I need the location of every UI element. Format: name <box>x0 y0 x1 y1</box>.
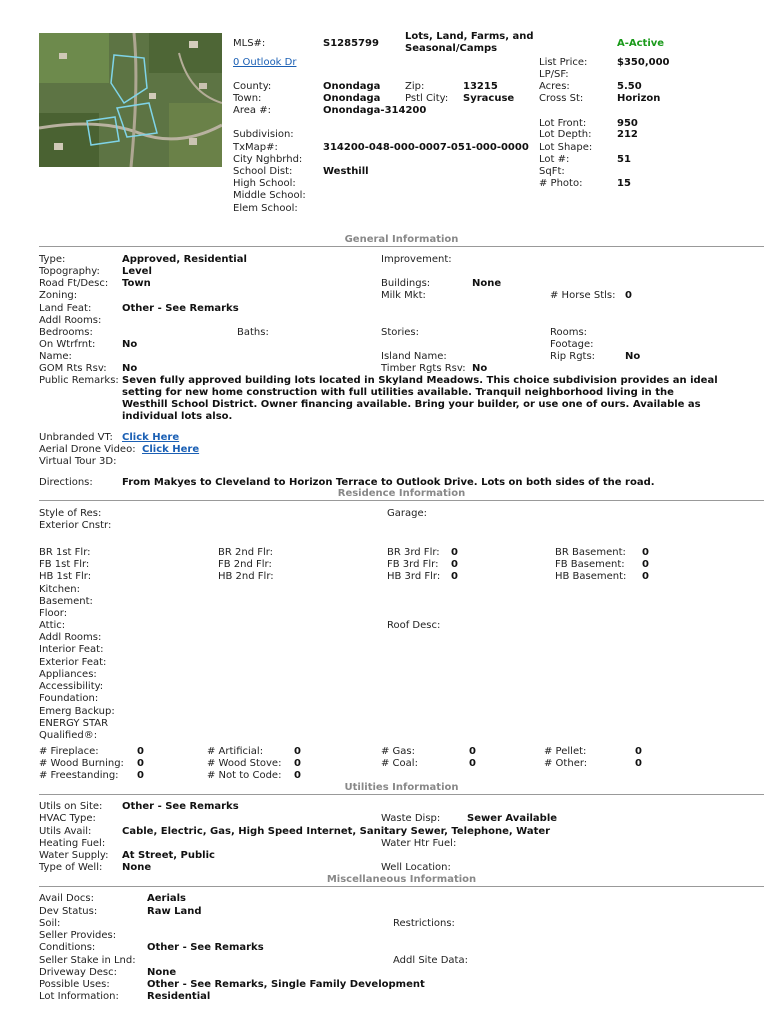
misc-info-header: Miscellaneous Information <box>39 874 764 887</box>
lot-num-label: Lot #: <box>539 154 570 165</box>
well-location-label: Well Location: <box>381 862 451 873</box>
soil-label: Soil: <box>39 918 61 929</box>
possible-uses-label: Possible Uses: <box>39 979 110 990</box>
other: 0 <box>635 758 642 769</box>
lot-information: Residential <box>147 991 211 1002</box>
br-basement-label: BR Basement: <box>555 547 626 558</box>
zip: 13215 <box>463 81 498 92</box>
high-school-label: High School: <box>233 178 296 189</box>
wood-stove-label: # Wood Stove: <box>207 758 282 769</box>
status-badge: A-Active <box>617 38 665 49</box>
coal: 0 <box>469 758 476 769</box>
area: Onondaga-314200 <box>323 105 427 116</box>
not-to-code-label: # Not to Code: <box>207 770 282 781</box>
kitchen-label: Kitchen: <box>39 584 80 595</box>
city-nghbrhd-label: City Nghbrhd: <box>233 154 303 165</box>
directions: From Makyes to Cleveland to Horizon Terrace to Outlook Drive. Lots on both sides of the road. <box>122 477 655 488</box>
timber-label: Timber Rgts Rsv: <box>381 363 466 374</box>
elem-school-label: Elem School: <box>233 203 298 214</box>
floor-label: Floor: <box>39 608 68 619</box>
buildings-label: Buildings: <box>381 278 431 289</box>
county: Onondaga <box>323 81 381 92</box>
interior-feat-label: Interior Feat: <box>39 644 104 655</box>
hb-1st-label: HB 1st Flr: <box>39 571 92 582</box>
fireplace-label: # Fireplace: <box>39 746 99 757</box>
lot-information-label: Lot Information: <box>39 991 119 1002</box>
fireplace: 0 <box>137 746 144 757</box>
subdivision-label: Subdivision: <box>233 129 294 140</box>
land-feat-label: Land Feat: <box>39 303 92 314</box>
lot-front: 950 <box>617 118 638 129</box>
address-link[interactable]: 0 Outlook Dr <box>233 57 297 68</box>
gas-label: # Gas: <box>381 746 416 757</box>
hb-basement: 0 <box>642 571 649 582</box>
driveway: None <box>147 967 177 978</box>
artificial-label: # Artificial: <box>207 746 264 757</box>
attic-label: Attic: <box>39 620 66 631</box>
listing-category: Lots, Land, Farms, and Seasonal/Camps <box>405 31 534 54</box>
list-price: $350,000 <box>617 57 670 68</box>
fb-2nd-label: FB 2nd Flr: <box>218 559 272 570</box>
town: Onondaga <box>323 93 381 104</box>
aerial-image <box>39 33 222 167</box>
basement-label: Basement: <box>39 596 93 607</box>
utils-on-site: Other - See Remarks <box>122 801 239 812</box>
energy-star-label: ENERGY STAR <box>39 718 109 729</box>
area-label: Area #: <box>233 105 271 116</box>
unbranded-vt-label: Unbranded VT: <box>39 432 113 443</box>
gom-label: GOM Rts Rsv: <box>39 363 107 374</box>
addl-rooms-res-label: Addl Rooms: <box>39 632 102 643</box>
gas: 0 <box>469 746 476 757</box>
road: Town <box>122 278 151 289</box>
wood-stove: 0 <box>294 758 301 769</box>
restrictions-label: Restrictions: <box>393 918 455 929</box>
remarks-label: Public Remarks: <box>39 375 119 386</box>
type-label: Type: <box>39 254 66 265</box>
dev-status-label: Dev Status: <box>39 906 98 917</box>
style-label: Style of Res: <box>39 508 102 519</box>
lot-shape-label: Lot Shape: <box>539 142 593 153</box>
avail-docs-label: Avail Docs: <box>39 893 94 904</box>
conditions: Other - See Remarks <box>147 942 264 953</box>
bedrooms-label: Bedrooms: <box>39 327 93 338</box>
fb-3rd-label: FB 3rd Flr: <box>387 559 439 570</box>
br-basement: 0 <box>642 547 649 558</box>
footage-label: Footage: <box>550 339 594 350</box>
town-label: Town: <box>233 93 262 104</box>
horse: 0 <box>625 290 632 301</box>
hvac-label: HVAC Type: <box>39 813 96 824</box>
zoning-label: Zoning: <box>39 290 78 301</box>
br-3rd-label: BR 3rd Flr: <box>387 547 440 558</box>
utils-on-site-label: Utils on Site: <box>39 801 103 812</box>
foundation-label: Foundation: <box>39 693 99 704</box>
water-htr-fuel-label: Water Htr Fuel: <box>381 838 457 849</box>
not-to-code: 0 <box>294 770 301 781</box>
emerg-backup-label: Emerg Backup: <box>39 706 115 717</box>
qualified-label: Qualified®: <box>39 730 98 741</box>
county-label: County: <box>233 81 272 92</box>
type-of-well-label: Type of Well: <box>39 862 103 873</box>
directions-label: Directions: <box>39 477 93 488</box>
lot-front-label: Lot Front: <box>539 118 587 129</box>
lp-sf-label: LP/SF: <box>539 69 569 80</box>
hb-3rd-label: HB 3rd Flr: <box>387 571 441 582</box>
addl-site-data-label: Addl Site Data: <box>393 955 468 966</box>
wood-burning-label: # Wood Burning: <box>39 758 124 769</box>
on-wtrfrnt-label: On Wtrfrnt: <box>39 339 96 350</box>
mls-label: MLS#: <box>233 38 266 49</box>
property-aerial-photo[interactable] <box>39 33 222 167</box>
pellet: 0 <box>635 746 642 757</box>
br-2nd-label: BR 2nd Flr: <box>218 547 274 558</box>
name-label: Name: <box>39 351 72 362</box>
rooms-label: Rooms: <box>550 327 588 338</box>
txmap: 314200-048-000-0007-051-000-0000 <box>323 142 529 153</box>
utils-avail-label: Utils Avail: <box>39 826 92 837</box>
virtual-tour-3d-label: Virtual Tour 3D: <box>39 456 117 467</box>
other-label: # Other: <box>544 758 588 769</box>
garage-label: Garage: <box>387 508 427 519</box>
stories-label: Stories: <box>381 327 420 338</box>
baths-label: Baths: <box>237 327 269 338</box>
utils-avail: Cable, Electric, Gas, High Speed Internet, Sanitary Sewer, Telephone, Water <box>122 826 551 837</box>
photo-count: 15 <box>617 178 631 189</box>
exterior-cnstr-label: Exterior Cnstr: <box>39 520 112 531</box>
freestanding-label: # Freestanding: <box>39 770 119 781</box>
roof-desc-label: Roof Desc: <box>387 620 441 631</box>
artificial: 0 <box>294 746 301 757</box>
land-feat: Other - See Remarks <box>122 303 239 314</box>
mls-number: S1285799 <box>323 38 379 49</box>
hb-2nd-label: HB 2nd Flr: <box>218 571 274 582</box>
fb-basement-label: FB Basement: <box>555 559 625 570</box>
seller-stake-label: Seller Stake in Lnd: <box>39 955 136 966</box>
gom: No <box>122 363 138 374</box>
rip-label: Rip Rgts: <box>550 351 596 362</box>
fb-3rd: 0 <box>451 559 458 570</box>
br-3rd: 0 <box>451 547 458 558</box>
br-1st-label: BR 1st Flr: <box>39 547 91 558</box>
exterior-feat-label: Exterior Feat: <box>39 657 107 668</box>
cross-st-label: Cross St: <box>539 93 584 104</box>
txmap-label: TxMap#: <box>233 142 278 153</box>
photo-count-label: # Photo: <box>539 178 583 189</box>
school-dist: Westhill <box>323 166 369 177</box>
rip: No <box>625 351 641 362</box>
timber: No <box>472 363 488 374</box>
island-label: Island Name: <box>381 351 447 362</box>
acres-label: Acres: <box>539 81 570 92</box>
conditions-label: Conditions: <box>39 942 96 953</box>
horse-label: # Horse Stls: <box>550 290 616 301</box>
possible-uses: Other - See Remarks, Single Family Development <box>147 979 425 990</box>
lot-depth-label: Lot Depth: <box>539 129 592 140</box>
avail-docs: Aerials <box>147 893 187 904</box>
accessibility-label: Accessibility: <box>39 681 104 692</box>
drone-video-label: Aerial Drone Video: <box>39 444 136 455</box>
milk-label: Milk Mkt: <box>381 290 426 301</box>
freestanding: 0 <box>137 770 144 781</box>
fb-1st-label: FB 1st Flr: <box>39 559 90 570</box>
road-label: Road Ft/Desc: <box>39 278 109 289</box>
utilities-info-header: Utilities Information <box>39 782 764 795</box>
improvement-label: Improvement: <box>381 254 452 265</box>
water-supply: At Street, Public <box>122 850 215 861</box>
waste-disp-label: Waste Disp: <box>381 813 441 824</box>
pstl-city: Syracuse <box>463 93 515 104</box>
list-price-label: List Price: <box>539 57 588 68</box>
public-remarks: Seven fully approved building lots located in Skyland Meadows. This choice subdivision provides an ideal setting for new home construction with full utilities available. Tranquil neighborhood living in the Westhill School District. Owner financing available. Bring your builder, or use one of ours. Available as individual lots also. <box>122 375 718 422</box>
wood-burning: 0 <box>137 758 144 769</box>
school-dist-label: School Dist: <box>233 166 293 177</box>
topography: Level <box>122 266 152 277</box>
middle-school-label: Middle School: <box>233 190 306 201</box>
zip-label: Zip: <box>405 81 425 92</box>
residence-info-header: Residence Information <box>39 488 764 501</box>
hb-basement-label: HB Basement: <box>555 571 627 582</box>
pellet-label: # Pellet: <box>544 746 587 757</box>
topography-label: Topography: <box>39 266 100 277</box>
drone-video-link[interactable]: Click Here <box>142 444 200 455</box>
lot-num: 51 <box>617 154 631 165</box>
acres: 5.50 <box>617 81 642 92</box>
waste-disp: Sewer Available <box>467 813 558 824</box>
dev-status: Raw Land <box>147 906 202 917</box>
seller-provides-label: Seller Provides: <box>39 930 117 941</box>
pstl-city-label: Pstl City: <box>405 93 449 104</box>
lot-depth: 212 <box>617 129 638 140</box>
fb-basement: 0 <box>642 559 649 570</box>
coal-label: # Coal: <box>381 758 418 769</box>
on-wtrfrnt: No <box>122 339 138 350</box>
driveway-label: Driveway Desc: <box>39 967 117 978</box>
sqft-label: SqFt: <box>539 166 565 177</box>
general-info-header: General Information <box>39 234 764 247</box>
hb-3rd: 0 <box>451 571 458 582</box>
type: Approved, Residential <box>122 254 247 265</box>
heating-fuel-label: Heating Fuel: <box>39 838 106 849</box>
buildings: None <box>472 278 502 289</box>
addl-rooms-label: Addl Rooms: <box>39 315 102 326</box>
cross-st: Horizon <box>617 93 661 104</box>
appliances-label: Appliances: <box>39 669 97 680</box>
type-of-well: None <box>122 862 152 873</box>
unbranded-vt-link[interactable]: Click Here <box>122 432 180 443</box>
water-supply-label: Water Supply: <box>39 850 109 861</box>
